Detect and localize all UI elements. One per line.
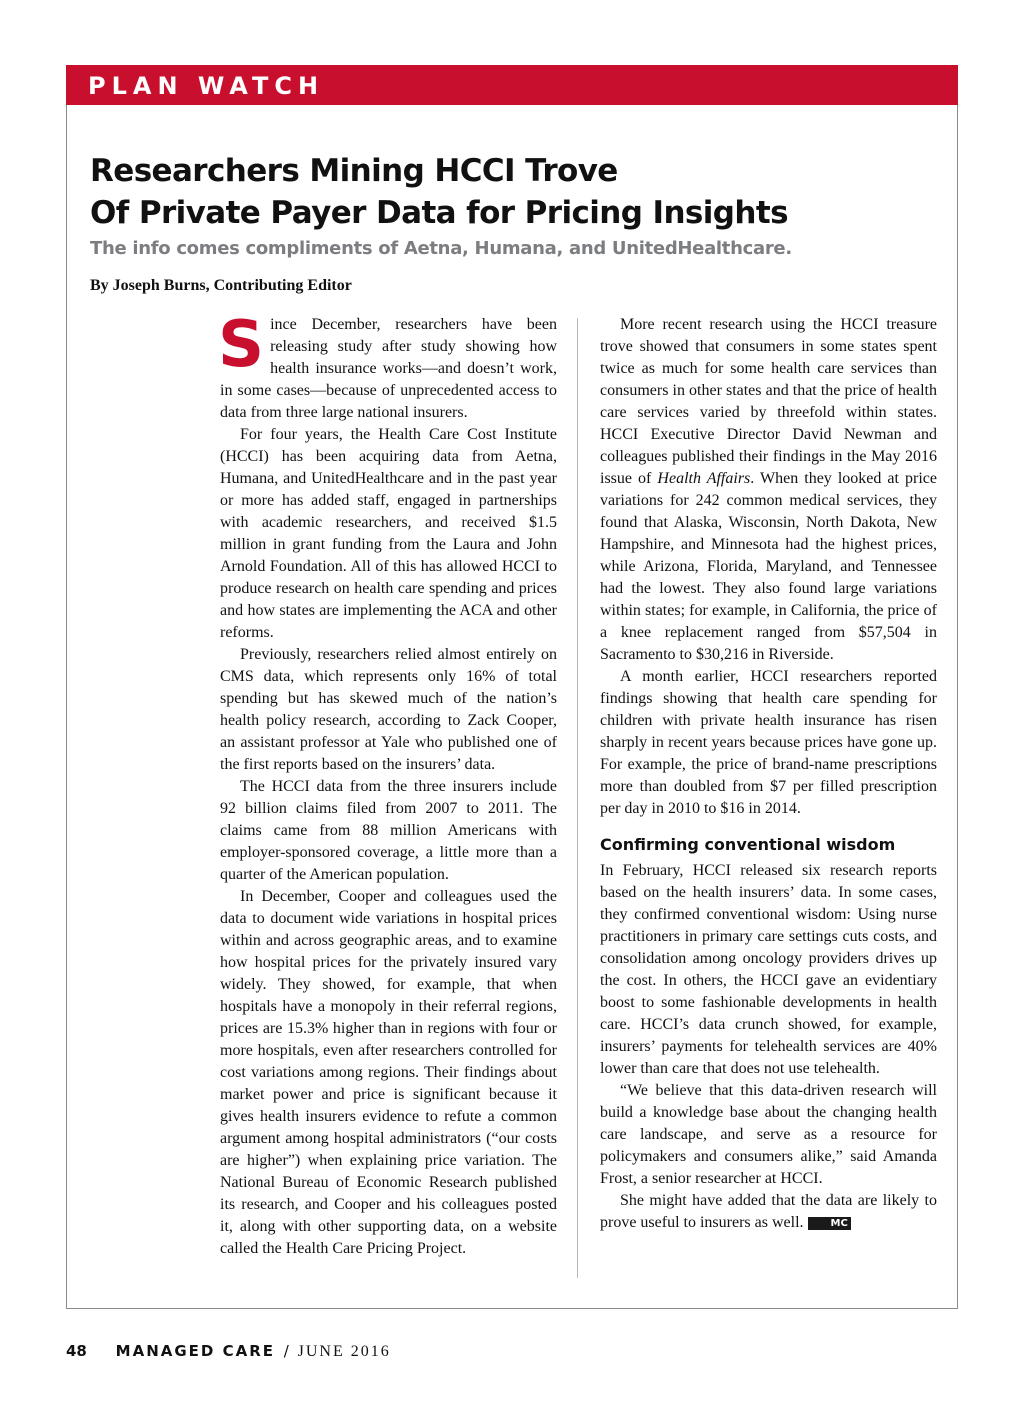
end-mark-logo: MC — [808, 1217, 851, 1230]
paragraph: A month earlier, HCCI researchers reported findings showing that health care spending for children with private health insurance has risen sharply in recent years because prices have gone up. For example, the price of brand-name prescriptions more than doubled from $7 per filled prescription per day in 2010 to $16 in 2014. — [600, 668, 937, 817]
paragraph — [600, 1190, 937, 1234]
paragraph: For four years, the Health Care Cost Institute (HCCI) has been acquiring data from Aetna, Humana, and UnitedHealthcare and in the past year or more has added staff, engaged in partnerships with academic researchers, and received $1.5 million in grant funding from the Laura and John Arnold Foundation. All of this has allowed HCCI to produce research on health care spending and prices and how states are implementing the ACA and other reforms. — [220, 426, 557, 641]
issue-date: JUNE 2016 — [297, 1343, 391, 1360]
paragraph: In December, Cooper and colleagues used the data to document wide variations in hospital prices within and across geographic areas, and to examine how hospital prices for the privately insured vary widely. They showed, for example, that when hospitals have a monopoly in their referral regions, prices are 15.3% higher than in regions with four or more hospitals, even after researchers controlled for cost variations among regions. Their findings about market power and price is significant because it gives health insurers evidence to refute a common argument among hospital administrators (“our costs are higher”) when explaining price variation. The National Bureau of Economic Research published its research, and Cooper and his colleagues posted it, along with other supporting data, on a website called the Health Care Pricing Project. — [220, 888, 557, 1257]
paragraph-text: More recent research using the HCCI treasure trove showed that consumers in some states spent twice as much for some health care services than consumers in other states and that the price of health care services varied by threefold within states. HCCI Executive Director David Newman and colleagues published their findings in the May 2016 issue of — [600, 316, 937, 487]
paragraph — [600, 314, 937, 666]
section-banner — [66, 65, 958, 105]
paragraph: In February, HCCI released six research reports based on the health insurers’ data. In some cases, they confirmed conventional wisdom: Using nurse practitioners in primary care settings cuts costs, and consolidation among oncology providers drives up the cost. In others, the HCCI gave an evidentiary boost to some fashionable developments in health care. HCCI’s data crunch showed, for example, insurers’ payments for telehealth services are 40% lower than care that does not use telehealth. — [600, 862, 937, 1077]
byline: By Joseph Burns, Contributing Editor — [90, 277, 352, 294]
headline-line-1: Researchers Mining HCCI Trove — [90, 153, 618, 189]
paragraph: The HCCI data from the three insurers include 92 billion claims filed from 2007 to 2011. The claims came from 88 million Americans with employer-sponsored coverage, a little more than a quarter of the American population. — [220, 778, 557, 883]
drop-cap: S — [218, 308, 265, 382]
article-column-2 — [600, 314, 937, 1234]
paragraph-text: ince December, researchers have been releasing study after study showing how health insurance works—and doesn’t work, in some cases—because of unprecedented access to data from three large national insurers. — [220, 316, 557, 421]
headline-line-2: Of Private Payer Data for Pricing Insights — [90, 195, 788, 231]
section-banner-label: PLAN WATCH — [88, 72, 325, 100]
paragraph — [218, 308, 557, 424]
subtitle: The info comes compliments of Aetna, Humana, and UnitedHealthcare. — [90, 238, 792, 259]
column-divider — [577, 318, 578, 1278]
paragraph-text: She might have added that the data are likely to prove useful to insurers as well. — [600, 1192, 937, 1231]
page-number: 48 — [66, 1342, 87, 1360]
section-heading: Confirming conventional wisdom — [600, 835, 896, 854]
journal-title: Health Affairs — [657, 470, 751, 487]
paragraph: “We believe that this data-driven research will build a knowledge base about the changing health care landscape, and serve as a resource for policymakers and consumers alike,” said Amanda Frost, a senior researcher at HCCI. — [600, 1082, 937, 1187]
footer-separator: / — [283, 1342, 289, 1360]
magazine-name: MANAGED CARE — [115, 1342, 276, 1360]
paragraph: Previously, researchers relied almost entirely on CMS data, which represents only 16% of total spending but has skewed much of the nation’s health policy research, according to Zack Cooper, an assistant professor at Yale who published one of the first reports based on the insurers’ data. — [220, 646, 557, 773]
article-column-1 — [218, 308, 557, 1260]
page-footer — [66, 1342, 391, 1361]
headline — [90, 150, 950, 234]
paragraph-text: . When they looked at price variations for 242 common medical services, they found that Alaska, Wisconsin, North Dakota, New Hampshire, and Minnesota had the highest prices, while Arizona, Florida, Maryland, and Tennessee had the lowest. They also found large variations within states; for example, in California, the price of a knee replacement ranged from $57,504 in Sacramento to $30,216 in Riverside. — [600, 470, 937, 663]
